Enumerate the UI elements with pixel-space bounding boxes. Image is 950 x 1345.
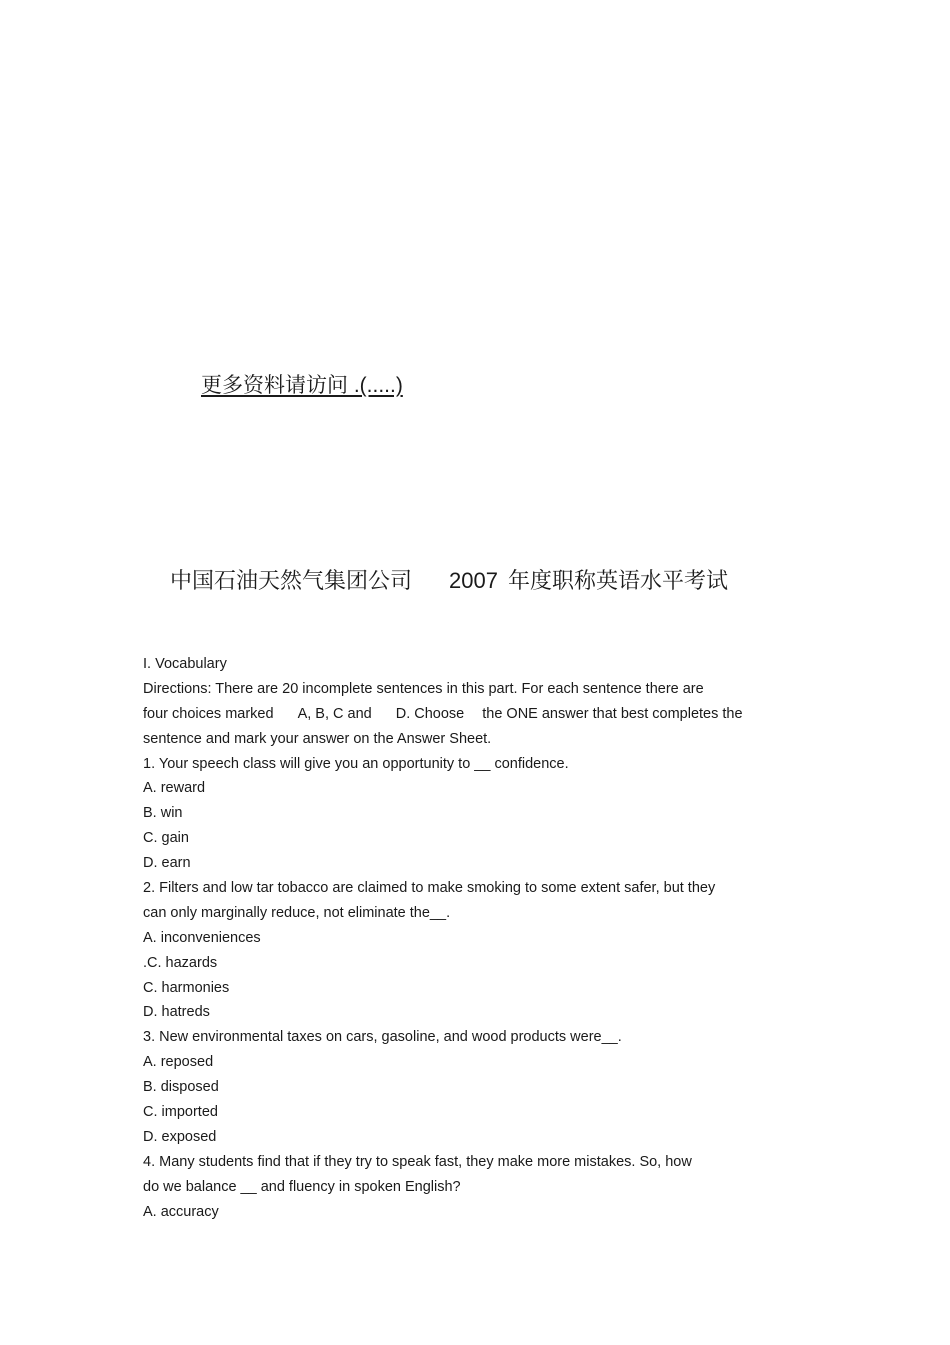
title-year: 2007 — [449, 568, 498, 593]
answer-option: C. harmonies — [143, 979, 230, 996]
visit-link[interactable]: 更多资料请访问 .(.....) — [201, 374, 403, 397]
directions-line-2 — [143, 702, 783, 727]
title-exam-name: 年度职称英语水平考试 — [507, 568, 728, 593]
answer-option: D. earn — [143, 855, 191, 872]
directions-part-c: D. Choose — [395, 705, 465, 722]
answer-option: B. win — [143, 805, 183, 822]
answer-option: C. gain — [143, 830, 189, 847]
answer-option: A. reward — [143, 780, 206, 797]
question-stem-continued: do we balance __ and fluency in spoken English? — [143, 1178, 461, 1195]
answer-option: D. exposed — [143, 1128, 217, 1145]
directions-line-3: sentence and mark your answer on the Answer Sheet. — [143, 730, 492, 747]
answer-option: B. disposed — [143, 1079, 219, 1096]
question-stem: 1. Your speech class will give you an opportunity to __ confidence. — [143, 755, 569, 772]
directions-part-a: four choices marked — [143, 705, 274, 722]
answer-option: D. hatreds — [143, 1004, 210, 1021]
directions-part-b: A, B, C and — [297, 705, 372, 722]
exam-content — [143, 652, 783, 1224]
question-stem: 4. Many students find that if they try to speak fast, they make more mistakes. So, how — [143, 1153, 692, 1170]
answer-option: A. inconveniences — [143, 929, 261, 946]
answer-option: C. imported — [143, 1104, 218, 1121]
answer-option: A. reposed — [143, 1054, 214, 1071]
document-title — [170, 566, 728, 596]
section-heading: I. Vocabulary — [143, 656, 227, 672]
answer-option: A. accuracy — [143, 1203, 219, 1220]
title-organization: 中国石油天然气集团公司 — [170, 568, 413, 593]
directions-line-1: Directions: There are 20 incomplete sentences in this part. For each sentence there are — [143, 680, 704, 697]
directions-part-d: the ONE answer that best completes the — [482, 705, 743, 722]
question-stem-continued: can only marginally reduce, not eliminate the__. — [143, 904, 451, 921]
question-stem: 3. New environmental taxes on cars, gasoline, and wood products were__. — [143, 1029, 622, 1046]
answer-option: .C. hazards — [143, 954, 218, 971]
question-stem: 2. Filters and low tar tobacco are claimed to make smoking to some extent safer, but they — [143, 880, 716, 897]
